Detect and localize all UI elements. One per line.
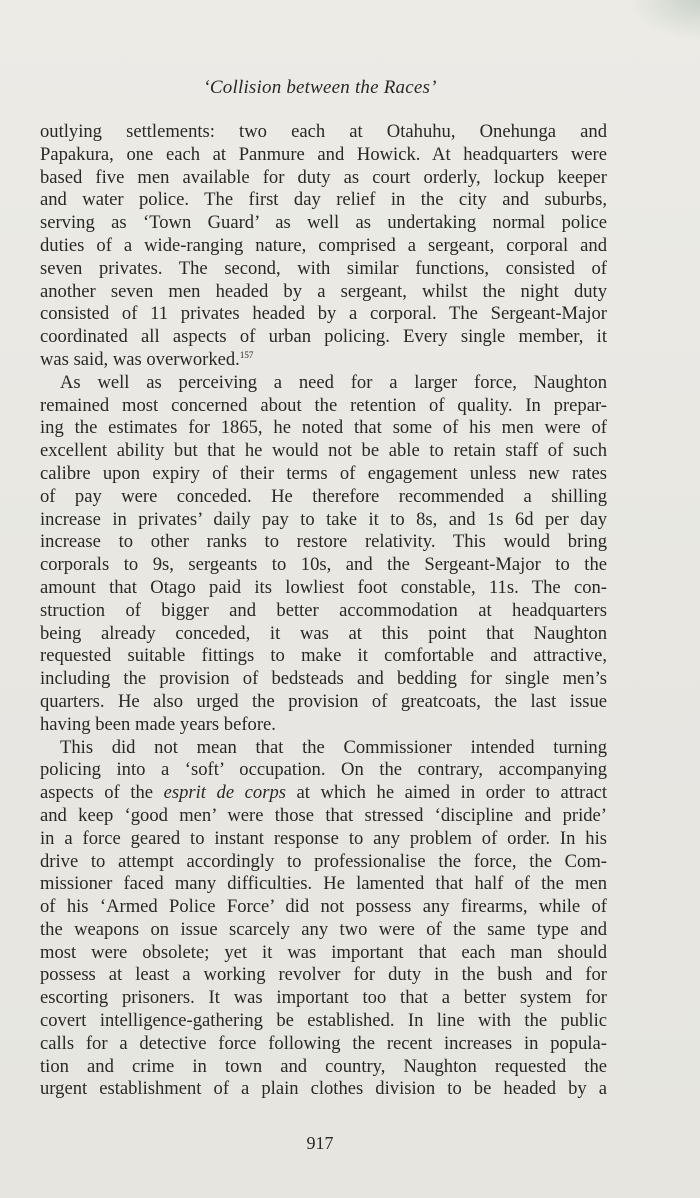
- text-line-content: most were obsolete; yet it was important that each man should: [40, 941, 607, 963]
- text-line: [40, 873, 607, 896]
- footnote-reference[interactable]: 157: [239, 349, 254, 360]
- text-line-content: being already conceded, it was at this point that Naughton: [40, 622, 607, 644]
- text-line: [40, 440, 607, 463]
- text-line: [40, 509, 607, 532]
- text-line: [40, 144, 607, 167]
- text-line-content: Papakura, one each at Panmure and Howick. At headquarters were: [40, 143, 607, 165]
- text-line: [40, 668, 607, 691]
- text-line: [40, 759, 607, 782]
- text-line: [40, 235, 607, 258]
- text-line-content: aspects of the esprit de corps at which he aimed in order to attract: [40, 782, 607, 804]
- text-line-content: possess at least a working revolver for duty in the bush and for: [40, 964, 607, 986]
- text-line-content: corporals to 9s, sergeants to 10s, and the Sergeant-Major to the: [40, 554, 607, 576]
- text-line: [40, 554, 607, 577]
- text-line-content: coordinated all aspects of urban policing. Every single member, it: [40, 326, 607, 348]
- text-line: [40, 372, 607, 395]
- page-number: 917: [306, 1133, 334, 1153]
- text-line-content: of his ‘Armed Police Force’ did not possess any firearms, while of: [40, 896, 607, 918]
- text-line-content: consisted of 11 privates headed by a corporal. The Sergeant-Major: [40, 303, 607, 325]
- text-line-content: calls for a detective force following the recent increases in popula-: [40, 1032, 607, 1054]
- text-line-content: increase in privates’ daily pay to take it to 8s, and 1s 6d per day: [40, 508, 607, 530]
- text-line: [40, 121, 607, 144]
- text-line: [40, 349, 607, 372]
- text-line: [40, 987, 607, 1010]
- text-line-content: of pay were conceded. He therefore recommended a shilling: [40, 485, 607, 507]
- text-line: [40, 714, 607, 737]
- text-line: [40, 623, 607, 646]
- text-line-content: This did not mean that the Commissioner intended turning: [60, 736, 607, 758]
- text-line: [40, 281, 607, 304]
- text-line: [40, 964, 607, 987]
- text-line: [40, 189, 607, 212]
- text-line: [40, 212, 607, 235]
- text-line-content: based five men available for duty as court orderly, lockup keeper: [40, 166, 607, 188]
- text-line: [40, 486, 607, 509]
- text-line: [40, 600, 607, 623]
- text-line: [40, 1033, 607, 1056]
- text-line-content: in a force geared to instant response to any problem of order. In his: [40, 827, 607, 849]
- text-line-content: struction of bigger and better accommodation at headquarters: [40, 599, 607, 621]
- text-line-content: increase to other ranks to restore relativity. This would bring: [40, 531, 607, 553]
- text-line: [40, 258, 607, 281]
- text-line: [40, 691, 607, 714]
- text-line-content: another seven men headed by a sergeant, whilst the night duty: [40, 280, 607, 302]
- text-line-content: serving as ‘Town Guard’ as well as undertaking normal police: [40, 212, 607, 234]
- text-line: [40, 417, 607, 440]
- text-line-content: seven privates. The second, with similar functions, consisted of: [40, 257, 607, 279]
- italic-phrase: esprit de corps: [163, 782, 286, 804]
- text-line: [40, 167, 607, 190]
- text-line-content: calibre upon expiry of their terms of engagement unless new rates: [40, 462, 607, 484]
- text-line-content: and keep ‘good men’ were those that stressed ‘discipline and pride’: [40, 804, 607, 826]
- running-head: ‘Collision between the Races’: [203, 77, 437, 98]
- text-line: [40, 805, 607, 828]
- text-line-content: duties of a wide-ranging nature, comprised a sergeant, corporal and: [40, 234, 607, 256]
- text-line-content: policing into a ‘soft’ occupation. On the contrary, accompanying: [40, 759, 607, 781]
- text-line: [40, 1056, 607, 1079]
- text-line-content: including the provision of bedsteads and bedding for single men’s: [40, 668, 607, 690]
- text-line-content: drive to attempt accordingly to professionalise the force, the Com-: [40, 850, 607, 872]
- text-line-content: outlying settlements: two each at Otahuhu, Onehunga and: [40, 121, 607, 142]
- text-line-content: covert intelligence-gathering be established. In line with the public: [40, 1010, 607, 1032]
- body-text: [40, 121, 607, 1101]
- text-line: [40, 896, 607, 919]
- text-line: [40, 531, 607, 554]
- text-line-content: was said, was overworked.: [40, 348, 240, 370]
- text-line: [40, 1010, 607, 1033]
- text-line-content: and water police. The first day relief in the city and suburbs,: [40, 189, 607, 211]
- text-line-content: excellent ability but that he would not be able to retain staff of such: [40, 440, 607, 462]
- text-line-content: escorting prisoners. It was important too that a better system for: [40, 987, 607, 1009]
- text-line-content: remained most concerned about the retention of quality. In prepar-: [40, 394, 607, 416]
- text-line: [40, 463, 607, 486]
- page-corner-shadow: [630, 0, 700, 40]
- text-line-content: amount that Otago paid its lowliest foot constable, 11s. The con-: [40, 576, 607, 598]
- text-line-content: urgent establishment of a plain clothes division to be headed by a: [40, 1078, 607, 1100]
- text-line: [40, 919, 607, 942]
- text-line-content: missioner faced many difficulties. He lamented that half of the men: [40, 873, 607, 895]
- text-line-content: quarters. He also urged the provision of greatcoats, the last issue: [40, 690, 607, 712]
- text-line: [40, 782, 607, 805]
- text-line: [40, 577, 607, 600]
- text-line-content: tion and crime in town and country, Naughton requested the: [40, 1055, 607, 1077]
- text-line: [40, 851, 607, 874]
- text-line: [40, 1078, 607, 1101]
- text-line: [40, 395, 607, 418]
- text-line: [40, 303, 607, 326]
- text-line-content: having been made years before.: [40, 713, 276, 735]
- text-line: [40, 942, 607, 965]
- text-line-content: ing the estimates for 1865, he noted that some of his men were of: [40, 417, 607, 439]
- text-line-content: requested suitable fittings to make it comfortable and attractive,: [40, 645, 607, 667]
- text-line-content: As well as perceiving a need for a larger force, Naughton: [60, 371, 607, 393]
- text-line-content: the weapons on issue scarcely any two were of the same type and: [40, 918, 607, 940]
- text-line: [40, 828, 607, 851]
- text-line: [40, 645, 607, 668]
- text-line: [40, 737, 607, 760]
- text-line: [40, 326, 607, 349]
